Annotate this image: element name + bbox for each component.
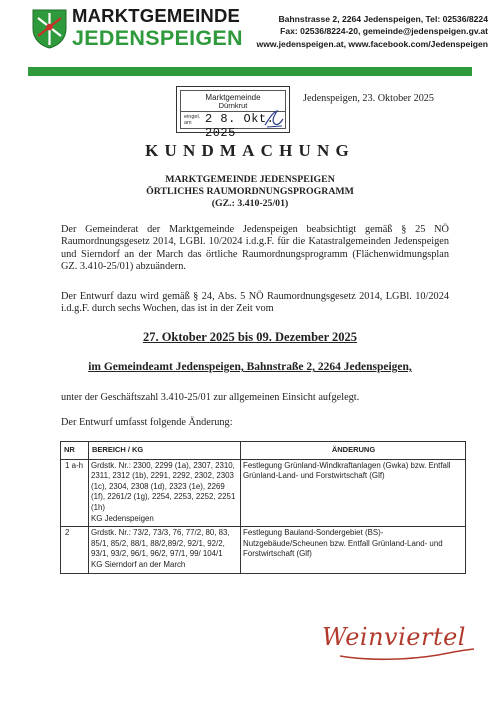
- header-divider-bar: [28, 67, 472, 76]
- stamp-town: Dürnkrut: [218, 101, 248, 110]
- document-date: Jedenspeigen, 23. Oktober 2025: [303, 93, 434, 104]
- row-cadastral: KG Sierndorf an der March: [91, 559, 186, 569]
- paragraph-display-notice: Der Entwurf dazu wird gemäß § 24, Abs. 5 NÖ Raumordnungsgesetz 2014, LGBl. 10/2024 i.d.g.F. durch sechs Wochen, das ist in der Zeit vom: [61, 291, 449, 315]
- row-aenderung: Festlegung Bauland-Sondergebiet (BS)-Nutzgebäude/Scheunen bzw. Entfall Grünland-Land- und Forstwirtschaft (Glf): [241, 527, 466, 573]
- stamp-date: 2 8. Okt. 2025: [205, 112, 275, 140]
- table-header-row: [61, 442, 466, 460]
- header-bereich: BEREICH / KG: [89, 442, 241, 460]
- contact-web-links[interactable]: www.jedenspeigen.at, www.facebook.com/Jedenspeigen: [256, 38, 488, 49]
- coat-of-arms-logo: [32, 9, 67, 49]
- brand-name-bottom: JEDENSPEIGEN: [72, 26, 243, 50]
- table-row: [61, 527, 466, 573]
- contact-address: Bahnstrasse 2, 2264 Jedenspeigen, Tel: 02536/8224: [278, 14, 488, 24]
- row-parcels: Grdstk. Nr.: 2300, 2299 (1a), 2307, 2310, 2311, 2312 (1b), 2291, 2292, 2302, 2303 (1c), 2304, 2308 (1d), 2323 (1e), 2269 (1f), 2261/2 (1g), 2254, 2253, 2252, 2251 (1h): [91, 460, 236, 512]
- stamp-title: Marktgemeinde: [205, 93, 261, 102]
- document-title: KUNDMACHUNG: [145, 141, 355, 160]
- stamp-label: eingel. am: [184, 114, 201, 126]
- subtitle-municipality: MARKTGEMEINDE JEDENSPEIGEN: [165, 174, 335, 185]
- paragraph-intent: Der Gemeinderat der Marktgemeinde Jedenspeigen beabsichtigt gemäß § 25 NÖ Raumordnungsgesetz 2014, LGBl. 10/2024 i.d.g.F. für die Katastralgemeinden Jedenspeigen und Sierndorf an der March das örtliche Raumordnungsprogramm (Flächenwidmungsplan GZ. 3.410-25/01) abzuändern.: [61, 224, 449, 272]
- table-row: [61, 459, 466, 527]
- row-bereich: [89, 527, 241, 573]
- row-nr: 2: [61, 527, 89, 573]
- changes-table: [60, 441, 466, 574]
- display-period: 27. Oktober 2025 bis 09. Dezember 2025: [142, 330, 358, 344]
- row-cadastral: KG Jedenspeigen: [91, 513, 154, 523]
- row-aenderung: Festlegung Grünland-Windkraftanlagen (Gwka) bzw. Entfall Grünland-Land- und Forstwirtschaft (Glf): [241, 459, 466, 527]
- header-aenderung: ÄNDERUNG: [241, 442, 466, 460]
- paragraph-reference: unter der Geschäftszahl 3.410-25/01 zur allgemeinen Einsicht aufgelegt.: [61, 392, 360, 403]
- weinviertel-logo-swash: [338, 647, 476, 661]
- row-parcels: Grdstk. Nr.: 73/2, 73/3, 76, 77/2, 80, 83, 85/1, 85/2, 88/1, 88/2,89/2, 92/1, 92/2, 93/1, 93/2, 96/1, 96/2, 97/1, 99/ 104/1: [91, 528, 230, 559]
- display-location: im Gemeindeamt Jedenspeigen, Bahnstraße 2, 2264 Jedenspeigen,: [88, 361, 412, 373]
- contact-fax-email[interactable]: Fax: 02536/8224-20, gemeinde@jedenspeigen.gv.at: [280, 26, 488, 37]
- brand-name-top: MARKTGEMEINDE: [72, 5, 241, 26]
- received-stamp: [176, 86, 290, 140]
- row-bereich: [89, 459, 241, 527]
- weinviertel-logo: Weinviertel: [322, 623, 466, 651]
- stamp-signature: [263, 109, 285, 129]
- subtitle-file-number: (GZ.: 3.410-25/01): [211, 198, 289, 209]
- subtitle-program: ÖRTLICHES RAUMORDNUNGSPROGRAMM: [146, 186, 354, 197]
- row-nr: 1 a-h: [61, 459, 89, 527]
- contact-block: [257, 13, 488, 50]
- paragraph-table-intro: Der Entwurf umfasst folgende Änderung:: [61, 417, 233, 428]
- stamp-frame: [180, 90, 286, 140]
- header-nr: NR: [61, 442, 89, 460]
